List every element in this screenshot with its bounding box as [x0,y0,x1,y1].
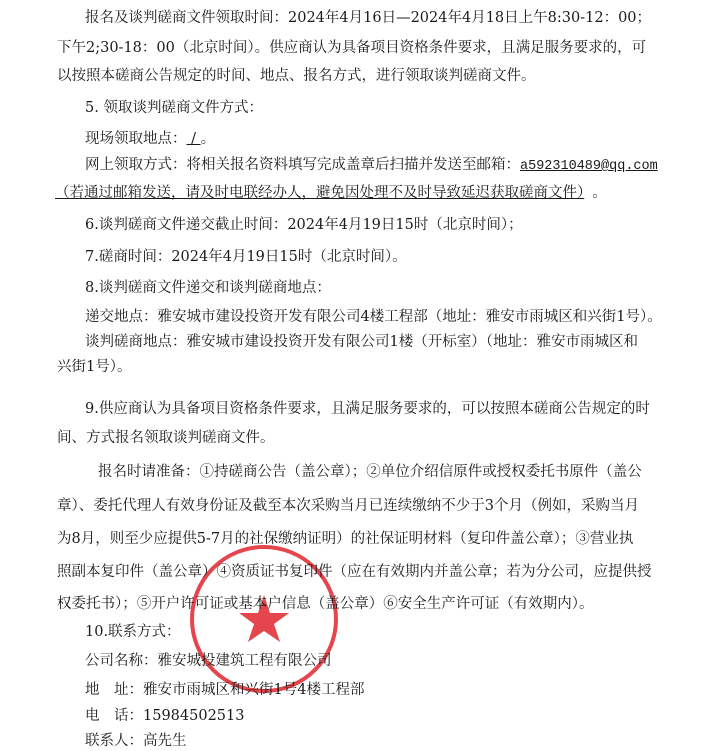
phone: 电 话：15984502513 [85,708,245,724]
onsite-pickup-value: / [186,131,201,147]
registration-time-text-end: 以按照本磋商公告规定的时间、地点、报名方式，进行领取谈判磋商文件。 [57,68,536,84]
section-9-text: 9.供应商认为具备项目资格条件要求，且满足服务要求的，可以按照本磋商公告规定的时 [85,401,650,417]
registration-time-text-cont: 下午2;30-18：00（北京时间）。供应商认为具备项目资格条件要求，且满足服务要求的，可 [57,40,647,56]
section-5-heading: 5. 领取谈判磋商文件方式： [85,100,263,116]
email-note-end: 。 [592,185,607,201]
section-6-deadline: 6.谈判磋商文件递交截止时间：2024年4月19日15时（北京时间）； [85,217,523,233]
submission-location: 递交地点：雅安城市建设投资开发有限公司4楼工程部（地址：雅安市雨城区和兴街1号）。 [85,309,662,325]
company-name: 公司名称：雅安城投建筑工程有限公司 [85,653,332,669]
onsite-pickup-end: 。 [200,131,216,147]
email-note-line [55,183,607,203]
section-9-text-end: 间、方式报名领取谈判磋商文件。 [57,430,275,446]
registration-prep-2: 章）、委托代理人有效身份证及截至本次采购当月已连续缴纳不少于3个月（例如，采购当月 [57,498,639,514]
registration-prep: 报名时请准备：①持磋商公告（盖公章）；②单位介绍信原件或授权委托书原件（盖公 [98,464,642,480]
online-pickup-line [85,155,658,177]
email-link[interactable]: a592310489@qq.com [520,159,658,174]
address: 地 址：雅安市雨城区和兴街1号4楼工程部 [85,682,365,698]
negotiation-location: 谈判磋商地点：雅安城市建设投资开发有限公司1楼（开标室）（地址：雅安市雨城区和 [85,334,638,350]
registration-prep-4: 照副本复印件（盖公章）④资质证书复印件（应在有效期内并盖公章；若为分公司，应提供授 [57,564,652,580]
email-note: （若通过邮箱发送，请及时电联经办人，避免因处理不及时导致延迟获取磋商文件） [55,185,585,201]
onsite-pickup-label: 现场领取地点： [85,131,187,147]
section-7-negotiation-time: 7.磋商时间：2024年4月19日15时（北京时间）。 [85,249,407,265]
registration-time-text: 报名及谈判磋商文件领取时间：2024年4月16日—2024年4月18日上午8:30-12：00； [85,10,652,26]
registration-prep-3: 为8月，则至少应提供5-7月的社保缴纳证明）的社保证明材料（复印件盖公章）；③营业执 [57,531,634,547]
section-10-heading: 10.联系方式： [85,624,181,640]
registration-prep-5: 权委托书）；⑤开户许可证或基本户信息（盖公章）⑥安全生产许可证（有效期内）。 [57,596,594,612]
negotiation-location-end: 兴街1号）。 [57,359,132,375]
section-8-heading: 8.谈判磋商文件递交和谈判磋商地点： [85,280,331,296]
online-pickup-label: 网上领取方式：将相关报名资料填写完成盖章后扫描并发送至邮箱： [85,157,520,173]
contact-person: 联系人：高先生 [85,733,187,749]
onsite-pickup-line [85,129,215,149]
